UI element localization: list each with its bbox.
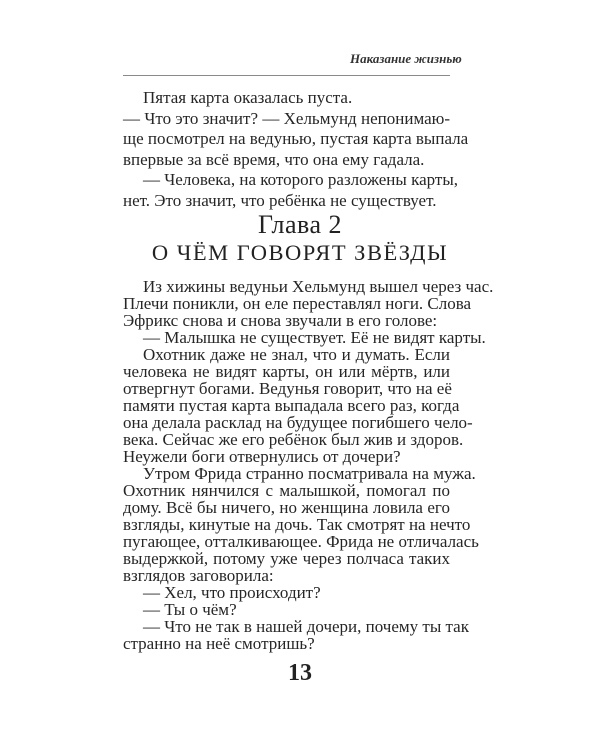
body-line: пугающее, отталкивающее. Фрида не отличалась [123,532,479,551]
body-line: памяти пустая карта выпадала всего раз, когда [123,396,460,415]
body-line: Из хижины ведуньи Хельмунд вышел через час. [143,277,494,296]
body-line: взгляды, кинутые на дочь. Так смотрят на нечто [123,515,471,534]
body-line: века. Сейчас же его ребёнок был жив и здоров. [123,430,464,449]
body-line: — Ты о чём? [143,600,237,619]
body-line: Утром Фрида странно посматривала на мужа. [143,464,476,483]
body-line: странно на неё смотришь? [123,634,315,653]
chapter-number: Глава 2 [257,210,343,239]
header-rule [123,75,450,76]
intro-line: — Что это значит? — Хельмунд непонимаю- [123,108,450,128]
body-line: Охотник даже не знал, что и думать. Если [143,345,450,364]
body-line: дому. Всё бы ничего, но женщина ловила его [123,498,450,517]
intro-line: — Человека, на которого разложены карты, [143,170,458,189]
page-number: 13 [288,660,312,686]
body-line: Неужели боги отвернулись от дочери? [123,447,401,466]
body-line: — Что не так в нашей дочери, почему ты так [143,617,469,636]
body-line: человека не видят карты, он или мёртв, или [123,362,450,381]
intro-line: Пятая карта оказалась пуста. [143,88,353,107]
body-line: выдержкой, потому уже через полчаса таких [123,549,450,568]
intro-line: впервые за всё время, что она ему гадала. [123,149,425,169]
body-line: — Малышка не существует. Её не видят карты. [143,328,486,347]
body-line: отвергнут богами. Ведунья говорит, что на её [123,379,452,398]
body-line: Охотник нянчился с малышкой, помогал по [123,481,450,500]
body-line: она делала расклад на будущее погибшего чело- [123,413,473,432]
body-line: взглядов заговорила: [123,566,274,585]
intro-line: ще посмотрел на ведунью, пустая карта выпала [123,129,469,148]
body-line: Эфрикс снова и снова звучали в его голове: [123,311,438,330]
intro-line: нет. Это значит, что ребёнка не существует. [123,190,437,210]
body-line: — Хел, что происходит? [143,583,321,602]
running-head: Наказание жизнью [350,51,462,66]
body-line: Плечи поникли, он еле переставлял ноги. Слова [123,294,472,313]
chapter-title: О ЧЁМ ГОВОРЯТ ЗВЁЗДЫ [151,240,449,265]
